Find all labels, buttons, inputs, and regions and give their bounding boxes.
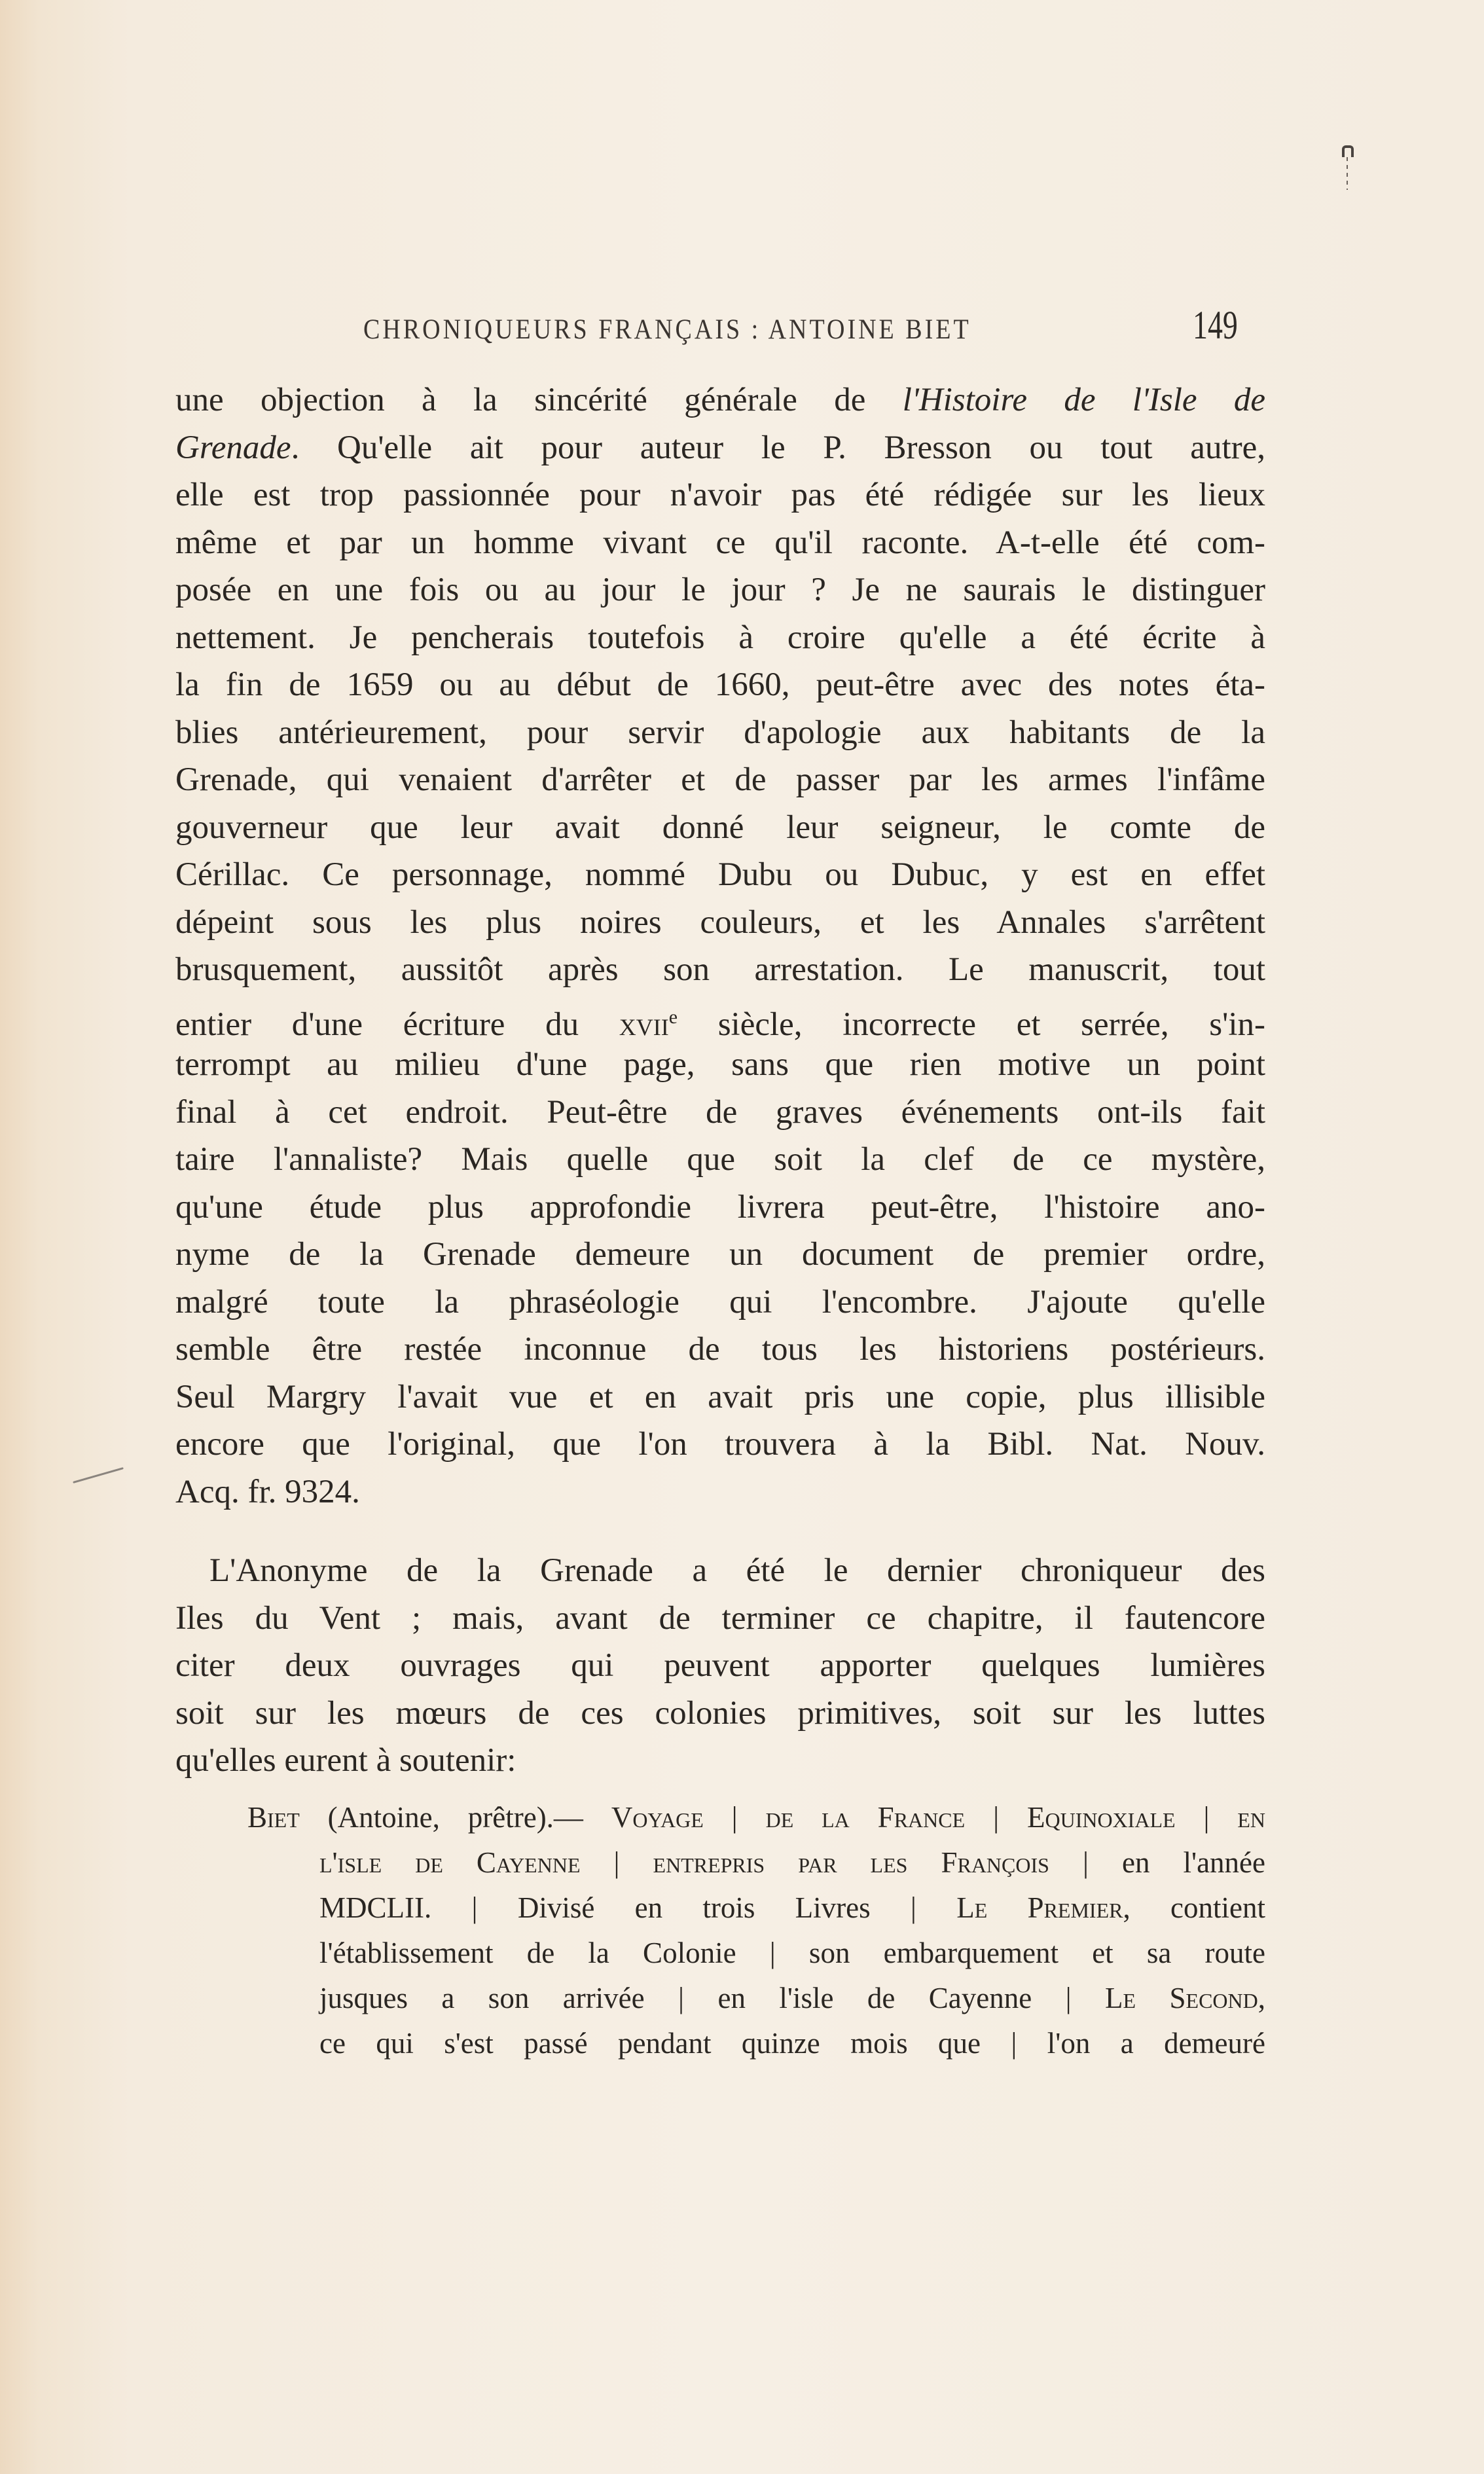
text-line: Grenade, qui venaient d'arrêter et de passer par les armes l'infâme	[175, 761, 1265, 798]
text-line: qu'elles eurent à soutenir:	[175, 1742, 516, 1779]
text-line: L'Anonyme de la Grenade a été le dernier chroniqueur des	[209, 1552, 1265, 1589]
text-line: Acq. fr. 9324.	[175, 1473, 360, 1510]
biblio-line: jusques a son arrivée | en l'isle de Cayenne | Le Second,	[319, 1982, 1265, 2014]
text-line: Iles du Vent ; mais, avant de terminer ce chapitre, il fautencore	[175, 1599, 1265, 1637]
paragraph-1	[175, 376, 1265, 1516]
text-line: brusquement, aussitôt après son arrestation. Le manuscrit, tout	[175, 951, 1265, 988]
text-line: même et par un homme vivant ce qu'il raconte. A-t-elle été com-	[175, 524, 1265, 561]
running-head: CHRONIQUEURS FRANÇAIS : ANTOINE BIET	[363, 314, 971, 346]
text-line: taire l'annaliste? Mais quelle que soit la clef de ce mystère,	[175, 1141, 1265, 1178]
text-line: final à cet endroit. Peut-être de graves événements ont-ils fait	[175, 1093, 1265, 1131]
text-line: elle est trop passionnée pour n'avoir pas été rédigée sur les lieux	[175, 477, 1265, 513]
text-line: encore que l'original, que l'on trouvera à la Bibl. Nat. Nouv.	[175, 1426, 1265, 1463]
text-line: posée en une fois ou au jour le jour ? Je ne saurais le distinguer	[175, 572, 1265, 608]
biblio-line: MDCLII. | Divisé en trois Livres | Le Premier, contient	[319, 1891, 1265, 1924]
hook-shape	[1342, 145, 1354, 157]
text-line: terrompt au milieu d'une page, sans que rien motive un point	[175, 1046, 1265, 1083]
dotted-stem	[1347, 157, 1348, 190]
text-line: la fin de 1659 ou au début de 1660, peut-être avec des notes éta-	[175, 666, 1265, 703]
text-line: une objection à la sincérité générale de l'Histoire de l'Isle de	[175, 382, 1265, 418]
pencil-stroke-icon	[73, 1467, 124, 1483]
text-line: semble être restée inconnue de tous les historiens postérieurs.	[175, 1331, 1265, 1368]
text-line: Seul Margry l'avait vue et en avait pris une copie, plus illisible	[175, 1378, 1265, 1415]
paragraph-gap	[175, 1516, 1265, 1547]
pencil-hook-icon	[1342, 145, 1351, 191]
biblio-line: l'établissement de la Colonie | son embarquement et sa route	[319, 1937, 1265, 1969]
page-number: 149	[1193, 303, 1238, 348]
text-line: nettement. Je pencherais toutefois à croire qu'elle a été écrite à	[175, 619, 1265, 656]
text-line: blies antérieurement, pour servir d'apologie aux habitants de la	[175, 714, 1265, 751]
text-line: dépeint sous les plus noires couleurs, et les Annales s'arrêtent	[175, 903, 1265, 941]
paragraph-2	[175, 1547, 1265, 1785]
text-line: Grenade. Qu'elle ait pour auteur le P. Bresson ou tout autre,	[175, 429, 1265, 466]
body-text	[175, 376, 1265, 1785]
text-line: entier d'une écriture du xvii$^e$ siècle, incorrecte et serrée, s'in-	[175, 1006, 1265, 1043]
text-line: gouverneur que leur avait donné leur seigneur, le comte de	[175, 809, 1265, 846]
text-line: qu'une étude plus approfondie livrera peut-être, l'histoire ano-	[175, 1188, 1265, 1226]
bibliography-entry	[247, 1795, 1265, 2066]
text-line: malgré toute la phraséologie qui l'encombre. J'ajoute qu'elle	[175, 1283, 1265, 1320]
biblio-line: ce qui s'est passé pendant quinze mois que | l'on a demeuré	[319, 2027, 1265, 2060]
text-line: Cérillac. Ce personnage, nommé Dubu ou Dubuc, y est en effet	[175, 856, 1265, 893]
biblio-line: Biet (Antoine, prêtre).— Voyage | de la France | Equinoxiale | en	[247, 1801, 1266, 1834]
biblio-line: l'isle de Cayenne | entrepris par les François | en l'année	[319, 1846, 1265, 1879]
text-line: citer deux ouvrages qui peuvent apporter quelques lumières	[175, 1647, 1265, 1684]
text-line: nyme de la Grenade demeure un document de premier ordre,	[175, 1236, 1265, 1273]
text-line: soit sur les mœurs de ces colonies primitives, soit sur les luttes	[175, 1694, 1265, 1732]
